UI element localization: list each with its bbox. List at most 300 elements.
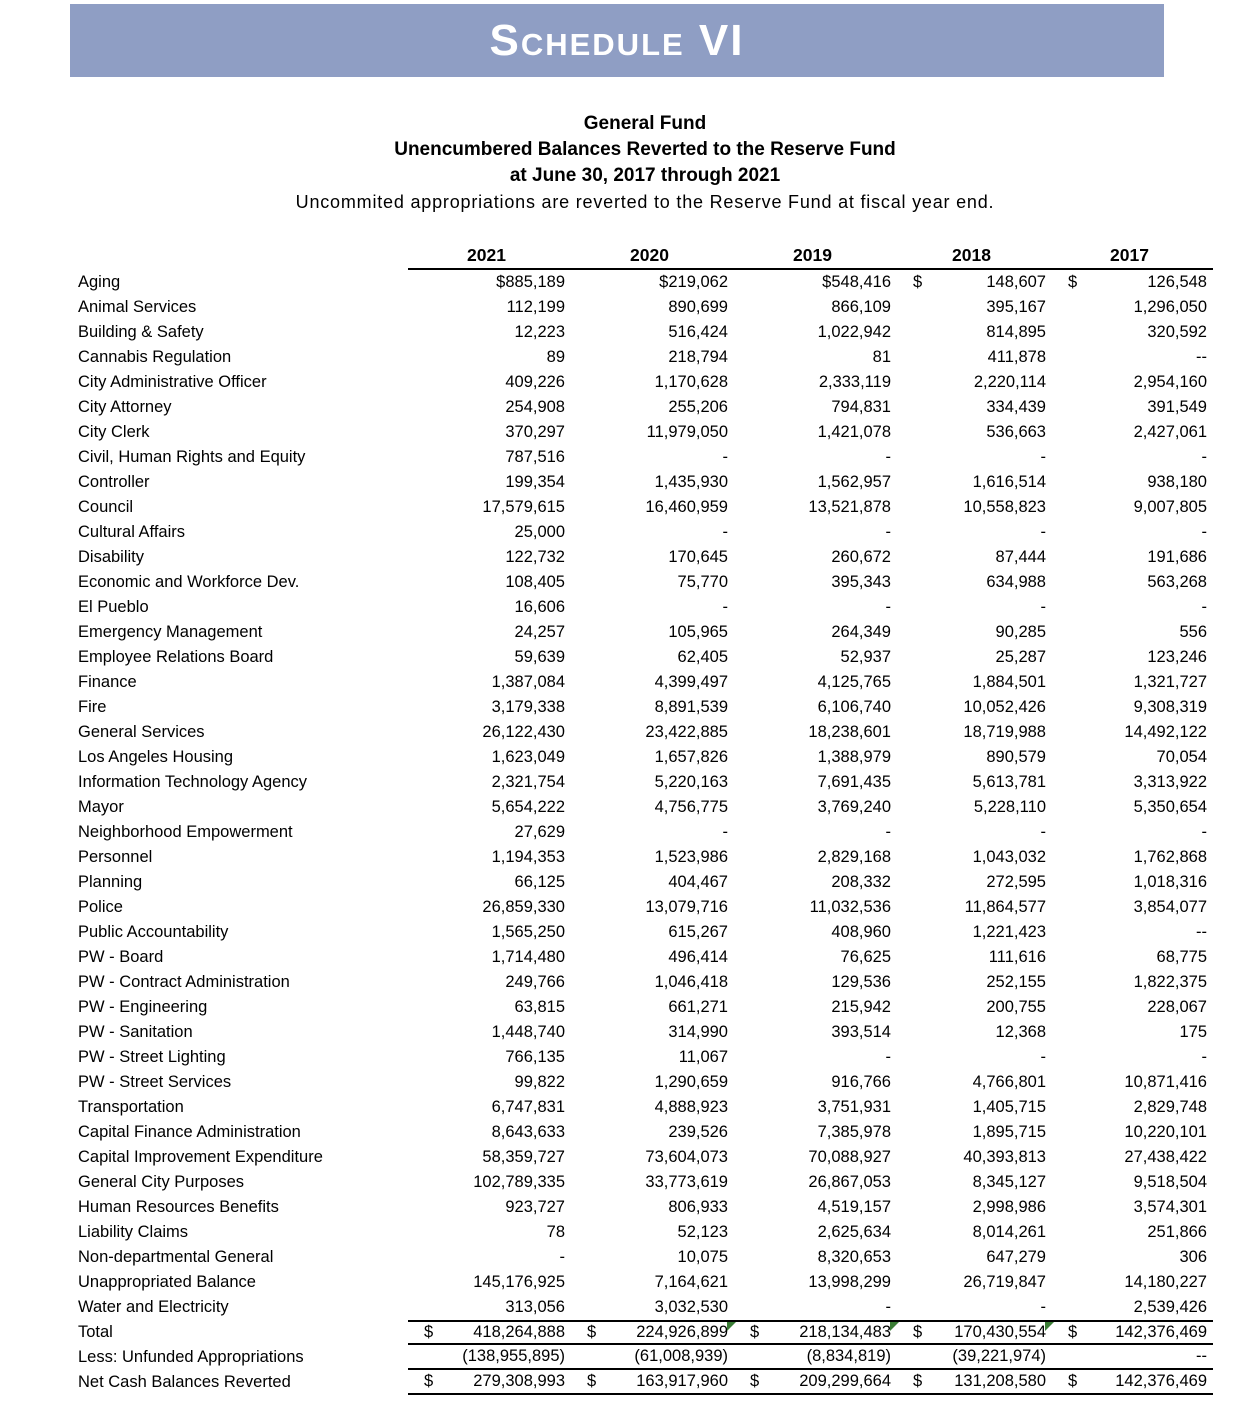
value-cell-2017: 391,549 <box>1147 398 1207 416</box>
department-label: El Pueblo <box>78 598 149 616</box>
report-note: Uncommited appropriations are reverted to the Reserve Fund at fiscal year end. <box>295 192 995 212</box>
value-cell-2017: - <box>1201 1048 1207 1066</box>
value-cell-2017: 27,438,422 <box>1124 1148 1207 1166</box>
value-cell-2020: 1,046,418 <box>654 973 728 991</box>
value-text: 418,264,888 <box>473 1323 565 1341</box>
department-label: Aging <box>78 273 121 291</box>
value-cell-2018: 2,998,986 <box>972 1198 1046 1216</box>
dollar-sign: $ <box>587 1323 597 1341</box>
value-cell-2019: 7,385,978 <box>817 1123 891 1141</box>
value-cell-2017: 556 <box>1179 623 1207 641</box>
department-label: General City Purposes <box>78 1173 244 1191</box>
schedule-table <box>78 243 1213 1395</box>
table-row <box>78 970 1213 995</box>
value-cell-2021: 27,629 <box>514 823 565 841</box>
value-cell-2020: 516,424 <box>668 323 728 341</box>
table-row <box>78 670 1213 695</box>
value-cell-2020: 11,979,050 <box>646 423 728 441</box>
value-cell-2019: 81 <box>872 348 891 366</box>
value-cell-2020: 4,756,775 <box>654 798 728 816</box>
value-cell-2021: 26,859,330 <box>482 898 565 916</box>
value-cell-2017: - <box>1201 523 1207 541</box>
value-cell-2020: - <box>722 448 728 466</box>
value-cell-2019: 8,320,653 <box>817 1248 891 1266</box>
value-cell-2020 <box>571 1370 734 1395</box>
value-cell-2019: 129,536 <box>831 973 891 991</box>
table-row <box>78 520 1213 545</box>
value-cell-2021: 1,565,250 <box>491 923 565 941</box>
value-cell-2017: 2,954,160 <box>1133 373 1207 391</box>
value-cell-2018: 26,719,847 <box>963 1273 1046 1291</box>
table-row <box>78 1070 1213 1095</box>
value-cell-2019: - <box>885 598 891 616</box>
table-row <box>78 795 1213 820</box>
value-cell-2020: 255,206 <box>668 398 728 416</box>
department-label: Los Angeles Housing <box>78 748 234 766</box>
value-text: 163,917,960 <box>636 1372 728 1390</box>
value-cell-2019: 916,766 <box>831 1073 891 1091</box>
value-cell-2019: 794,831 <box>831 398 891 416</box>
value-cell-2019: 6,106,740 <box>817 698 891 716</box>
table-row <box>78 395 1213 420</box>
value-cell-2021: 1,194,353 <box>491 848 565 866</box>
dollar-sign: $ <box>1068 1323 1078 1341</box>
value-cell-2018: 10,558,823 <box>963 498 1046 516</box>
department-label: Fire <box>78 698 107 716</box>
value-cell-2019: 26,867,053 <box>808 1173 891 1191</box>
table-row <box>78 495 1213 520</box>
value-cell-2019: 18,238,601 <box>808 723 891 741</box>
value-text: 209,299,664 <box>799 1372 891 1390</box>
value-cell-2017: 1,296,050 <box>1133 298 1207 316</box>
schedule-title: Schedule VI <box>489 15 745 65</box>
value-cell-2017 <box>1052 1320 1213 1345</box>
value-cell-2018 <box>897 1370 1052 1395</box>
value-text: 142,376,469 <box>1115 1372 1207 1390</box>
value-cell-2018: - <box>1040 823 1046 841</box>
value-cell-2018: 890,579 <box>986 748 1046 766</box>
total-row <box>78 1320 1213 1345</box>
year-header: 2017 <box>1052 243 1213 270</box>
year-header: 2020 <box>571 243 734 270</box>
net-row <box>78 1370 1213 1395</box>
department-label: Capital Improvement Expenditure <box>78 1148 323 1166</box>
value-cell-2017: - <box>1201 598 1207 616</box>
value-cell-2021: 63,815 <box>514 998 565 1016</box>
year-header: 2019 <box>734 243 897 270</box>
value-cell-2018: 4,766,801 <box>972 1073 1046 1091</box>
value-cell-2020: 4,888,923 <box>654 1098 728 1116</box>
value-cell-2019: 4,519,157 <box>817 1198 891 1216</box>
value-cell-2017: 5,350,654 <box>1133 798 1207 816</box>
schedule-banner <box>70 4 1164 77</box>
value-cell-2017: 1,822,375 <box>1133 973 1207 991</box>
value-cell-2018: 5,228,110 <box>973 798 1046 816</box>
value-cell-2017: -- <box>1196 348 1207 366</box>
dollar-sign: $ <box>750 1372 760 1390</box>
table-row <box>78 345 1213 370</box>
value-cell-2018: 1,221,423 <box>972 923 1046 941</box>
value-cell-2017: 563,268 <box>1147 573 1207 591</box>
value-cell-2020: 496,414 <box>668 948 728 966</box>
value-cell-2019: - <box>885 1298 891 1316</box>
value-cell-2017: - <box>1201 448 1207 466</box>
department-label: Council <box>78 498 134 516</box>
department-label: City Clerk <box>78 423 150 441</box>
value-cell-2018: 334,439 <box>986 398 1046 416</box>
value-cell-2017: 306 <box>1179 1248 1207 1266</box>
value-cell-2019: 260,672 <box>831 548 891 566</box>
value-cell-2021: 58,359,727 <box>482 1148 565 1166</box>
value-cell-2020: 23,422,885 <box>645 723 728 741</box>
value-cell-2018: 8,345,127 <box>972 1173 1046 1191</box>
value-cell-2019: 1,388,979 <box>817 748 891 766</box>
value-cell-2021: 2,321,754 <box>491 773 565 791</box>
value-cell-2020: 33,773,619 <box>645 1173 728 1191</box>
table-row <box>78 1020 1213 1045</box>
value-cell-2020: - <box>722 598 728 616</box>
value-cell-2020: 1,657,826 <box>654 748 728 766</box>
value-cell-2017: 320,592 <box>1147 323 1207 341</box>
value-cell-2018: 1,043,032 <box>972 848 1046 866</box>
dollar-sign: $ <box>1068 1372 1078 1390</box>
value-cell-2017: -- <box>1196 923 1207 941</box>
value-cell-2017: 68,775 <box>1156 948 1207 966</box>
value-cell-2021: 766,135 <box>505 1048 565 1066</box>
value-cell-2020: $219,062 <box>659 273 728 291</box>
value-cell-2021: 787,516 <box>505 448 565 466</box>
table-row <box>78 270 1213 295</box>
department-label: Employee Relations Board <box>78 648 274 666</box>
value-cell-2017 <box>1052 1370 1213 1395</box>
value-cell-2021: 26,122,430 <box>482 723 565 741</box>
table-header-row <box>78 243 1213 270</box>
department-label: PW - Engineering <box>78 998 208 1016</box>
value-cell-2019: 395,343 <box>831 573 891 591</box>
value-cell-2020 <box>571 1320 734 1345</box>
value-cell-2019: 76,625 <box>840 948 891 966</box>
value-cell-2020: 218,794 <box>668 348 728 366</box>
value-cell-2017: - <box>1201 823 1207 841</box>
value-cell-2017: 3,313,922 <box>1133 773 1207 791</box>
error-flag-icon <box>727 1322 736 1331</box>
table-row <box>78 770 1213 795</box>
report-heading <box>55 111 1235 215</box>
value-cell-2020: - <box>722 523 728 541</box>
value-cell-2017: 123,246 <box>1147 648 1207 666</box>
table-row <box>78 1045 1213 1070</box>
value-cell-2018: 200,755 <box>986 998 1046 1016</box>
table-row <box>78 1120 1213 1145</box>
department-label: Personnel <box>78 848 153 866</box>
value-cell-2019 <box>734 1320 897 1345</box>
department-label: Unappropriated Balance <box>78 1273 256 1291</box>
value-cell-2019: 208,332 <box>831 873 891 891</box>
value-cell-2017: 9,007,805 <box>1133 498 1207 516</box>
value-cell-2019: (8,834,819) <box>734 1345 897 1370</box>
value-cell-2017: 251,866 <box>1147 1223 1207 1241</box>
dollar-sign: $ <box>750 1323 760 1341</box>
value-cell-2021: 17,579,615 <box>482 498 565 516</box>
value-cell-2017: 1,321,727 <box>1133 673 1207 691</box>
value-cell-2018: - <box>1040 523 1046 541</box>
value-cell-2021: 99,822 <box>514 1073 565 1091</box>
value-cell-2017: 2,427,061 <box>1133 423 1207 441</box>
value-cell-2021: 6,747,831 <box>491 1098 565 1116</box>
value-cell-2018: 18,719,988 <box>963 723 1046 741</box>
table-row <box>78 295 1213 320</box>
value-cell-2017: 2,539,426 <box>1133 1298 1207 1316</box>
value-cell-2021: 24,257 <box>514 623 565 641</box>
value-cell-2019 <box>734 1370 897 1395</box>
value-cell-2020: 170,645 <box>668 548 728 566</box>
dollar-sign: $ <box>424 1323 434 1341</box>
department-label: Net Cash Balances Reverted <box>78 1373 291 1391</box>
value-cell-2020: 105,965 <box>668 623 728 641</box>
table-row <box>78 545 1213 570</box>
value-cell-2018: 111,616 <box>988 948 1046 966</box>
value-cell-2017: 1,762,868 <box>1133 848 1207 866</box>
value-cell-2020: 75,770 <box>677 573 728 591</box>
value-cell-2019: 408,960 <box>831 923 891 941</box>
value-cell-2020: 314,990 <box>668 1023 728 1041</box>
table-row <box>78 570 1213 595</box>
value-cell-2021: 122,732 <box>505 548 565 566</box>
value-cell-2019: 2,625,634 <box>817 1223 891 1241</box>
table-row <box>78 370 1213 395</box>
value-cell-2017: 175 <box>1179 1023 1207 1041</box>
value-cell-2017: 2,829,748 <box>1133 1098 1207 1116</box>
value-text: 142,376,469 <box>1115 1323 1207 1341</box>
table-row <box>78 1170 1213 1195</box>
value-cell-2019: $548,416 <box>822 273 891 291</box>
department-label: Water and Electricity <box>78 1298 229 1316</box>
value-cell-2017: 9,308,319 <box>1133 698 1207 716</box>
value-cell-2020: 52,123 <box>677 1223 728 1241</box>
value-cell-2021 <box>408 1370 571 1395</box>
value-cell-2018 <box>897 270 1052 295</box>
table-row <box>78 1270 1213 1295</box>
year-header: 2018 <box>897 243 1052 270</box>
value-cell-2021: 1,387,084 <box>491 673 565 691</box>
value-cell-2021: 8,643,633 <box>491 1123 565 1141</box>
corner-cell <box>78 243 408 270</box>
value-cell-2018: - <box>1040 598 1046 616</box>
value-cell-2020: 1,523,986 <box>654 848 728 866</box>
dollar-sign: $ <box>913 1323 923 1341</box>
department-label: Mayor <box>78 798 124 816</box>
value-cell-2021: 5,654,222 <box>491 798 565 816</box>
department-label: PW - Street Lighting <box>78 1048 226 1066</box>
value-cell-2021: 108,405 <box>505 573 565 591</box>
value-cell-2017: 228,067 <box>1147 998 1207 1016</box>
value-cell-2019: 1,421,078 <box>817 423 891 441</box>
value-cell-2020: 3,032,530 <box>654 1298 728 1316</box>
page <box>0 4 1236 1395</box>
value-cell-2021: 199,354 <box>505 473 565 491</box>
value-cell-2021: $885,189 <box>496 273 565 291</box>
value-cell-2019: 2,829,168 <box>817 848 891 866</box>
department-label: Information Technology Agency <box>78 773 308 791</box>
department-label: Human Resources Benefits <box>78 1198 279 1216</box>
value-cell-2020: - <box>722 823 728 841</box>
table-row <box>78 1095 1213 1120</box>
value-cell-2019: 215,942 <box>831 998 891 1016</box>
value-cell-2018: 8,014,261 <box>972 1223 1046 1241</box>
department-label: Public Accountability <box>78 923 229 941</box>
value-cell-2020: 5,220,163 <box>654 773 728 791</box>
value-cell-2020: 11,067 <box>678 1048 728 1066</box>
value-cell-2020: 404,467 <box>668 873 728 891</box>
dollar-sign: $ <box>424 1372 434 1390</box>
value-cell-2021: 145,176,925 <box>473 1273 565 1291</box>
value-cell-2018: 25,287 <box>995 648 1046 666</box>
value-cell-2018: 634,988 <box>986 573 1046 591</box>
value-cell-2021: 112,199 <box>506 298 565 316</box>
table-row <box>78 1220 1213 1245</box>
value-cell-2019: 11,032,536 <box>809 898 891 916</box>
department-label: PW - Board <box>78 948 164 966</box>
table-row <box>78 445 1213 470</box>
value-cell-2017: 70,054 <box>1156 748 1207 766</box>
value-cell-2021: 3,179,338 <box>491 698 565 716</box>
less-row <box>78 1345 1213 1370</box>
value-cell-2020: 73,604,073 <box>645 1148 728 1166</box>
value-text: 148,607 <box>986 273 1046 291</box>
value-cell-2021: 66,125 <box>514 873 565 891</box>
value-cell-2021: 59,639 <box>514 648 565 666</box>
value-cell-2017: 14,492,122 <box>1124 723 1207 741</box>
value-cell-2021: 254,908 <box>505 398 565 416</box>
value-cell-2021: 370,297 <box>505 423 565 441</box>
table-row <box>78 1145 1213 1170</box>
value-cell-2018: 272,595 <box>986 873 1046 891</box>
value-cell-2020: 13,079,716 <box>645 898 728 916</box>
table-row <box>78 995 1213 1020</box>
value-cell-2021: 102,789,335 <box>473 1173 565 1191</box>
table-row <box>78 645 1213 670</box>
value-cell-2019: 13,998,299 <box>808 1273 891 1291</box>
department-label: PW - Contract Administration <box>78 973 290 991</box>
value-cell-2020: 806,933 <box>668 1198 728 1216</box>
table-row <box>78 620 1213 645</box>
value-cell-2021: - <box>559 1248 565 1266</box>
value-cell-2019: 1,022,942 <box>817 323 891 341</box>
value-cell-2021: 1,623,049 <box>491 748 565 766</box>
value-cell-2018: - <box>1040 1048 1046 1066</box>
value-cell-2021: 16,606 <box>514 598 565 616</box>
value-cell-2021: (138,955,895) <box>408 1345 571 1370</box>
department-label: PW - Street Services <box>78 1073 232 1091</box>
value-cell-2020: 661,271 <box>668 998 728 1016</box>
value-text: 224,926,899 <box>636 1323 728 1341</box>
table-row <box>78 945 1213 970</box>
department-label: City Attorney <box>78 398 172 416</box>
table-row <box>78 470 1213 495</box>
value-cell-2019: 3,751,931 <box>817 1098 891 1116</box>
value-cell-2019: - <box>885 1048 891 1066</box>
value-cell-2018: 2,220,114 <box>973 373 1046 391</box>
value-cell-2019: 866,109 <box>831 298 891 316</box>
value-cell-2018: 1,884,501 <box>972 673 1046 691</box>
report-title: Unencumbered Balances Reverted to the Reserve Fund <box>394 139 896 160</box>
value-text: 131,208,580 <box>954 1372 1046 1390</box>
value-cell-2018: 814,895 <box>986 323 1046 341</box>
department-label: Finance <box>78 673 137 691</box>
value-cell-2018: 536,663 <box>986 423 1046 441</box>
value-cell-2017 <box>1052 270 1213 295</box>
table-row <box>78 1195 1213 1220</box>
value-cell-2019: - <box>885 448 891 466</box>
value-cell-2019: 393,514 <box>831 1023 891 1041</box>
error-flag-icon <box>1045 1322 1054 1331</box>
table-row <box>78 420 1213 445</box>
value-cell-2018: 1,616,514 <box>972 473 1046 491</box>
value-cell-2019: 52,937 <box>840 648 891 666</box>
department-label: Neighborhood Empowerment <box>78 823 293 841</box>
department-label: Controller <box>78 473 150 491</box>
value-cell-2020: 8,891,539 <box>654 698 728 716</box>
value-cell-2020: 4,399,497 <box>654 673 728 691</box>
value-cell-2021 <box>408 1320 571 1345</box>
value-cell-2019: 7,691,435 <box>817 773 891 791</box>
value-cell-2019: 13,521,878 <box>808 498 891 516</box>
value-cell-2017: 3,574,301 <box>1133 1198 1207 1216</box>
value-cell-2018: 40,393,813 <box>963 1148 1046 1166</box>
department-label: Disability <box>78 548 145 566</box>
value-cell-2018: 252,155 <box>986 973 1046 991</box>
value-text: 126,548 <box>1147 273 1207 291</box>
table-row <box>78 720 1213 745</box>
table-row <box>78 1245 1213 1270</box>
table-row <box>78 845 1213 870</box>
value-cell-2019: 4,125,765 <box>817 673 891 691</box>
value-cell-2021: 923,727 <box>505 1198 565 1216</box>
value-cell-2017: 10,220,101 <box>1124 1123 1207 1141</box>
value-cell-2018: 12,368 <box>995 1023 1046 1041</box>
department-label: Capital Finance Administration <box>78 1123 301 1141</box>
value-cell-2017: 191,686 <box>1147 548 1207 566</box>
department-label: Non-departmental General <box>78 1248 274 1266</box>
table-row <box>78 320 1213 345</box>
value-cell-2020: 239,526 <box>668 1123 728 1141</box>
value-cell-2021: 313,056 <box>505 1298 565 1316</box>
department-label: Cannabis Regulation <box>78 348 232 366</box>
value-text: 279,308,993 <box>473 1372 565 1390</box>
department-label: General Services <box>78 723 205 741</box>
value-cell-2019: 3,769,240 <box>817 798 891 816</box>
value-cell-2018: - <box>1040 448 1046 466</box>
value-cell-2019: 1,562,957 <box>817 473 891 491</box>
value-cell-2018: 1,895,715 <box>972 1123 1046 1141</box>
fund-name: General Fund <box>583 113 707 134</box>
value-cell-2018: 87,444 <box>995 548 1046 566</box>
table-row <box>78 1295 1213 1320</box>
value-cell-2021: 25,000 <box>514 523 565 541</box>
value-cell-2017: -- <box>1052 1345 1213 1370</box>
value-cell-2021: 12,223 <box>514 323 565 341</box>
value-cell-2021: 409,226 <box>505 373 565 391</box>
value-cell-2018 <box>897 1320 1052 1345</box>
value-cell-2021: 1,714,480 <box>491 948 565 966</box>
table-row <box>78 870 1213 895</box>
value-cell-2020: 1,435,930 <box>654 473 728 491</box>
value-cell-2021: 249,766 <box>505 973 565 991</box>
report-period: at June 30, 2017 through 2021 <box>509 165 781 186</box>
error-flag-icon <box>890 1322 899 1331</box>
value-cell-2017: 10,871,416 <box>1124 1073 1207 1091</box>
value-cell-2020: 890,699 <box>668 298 728 316</box>
